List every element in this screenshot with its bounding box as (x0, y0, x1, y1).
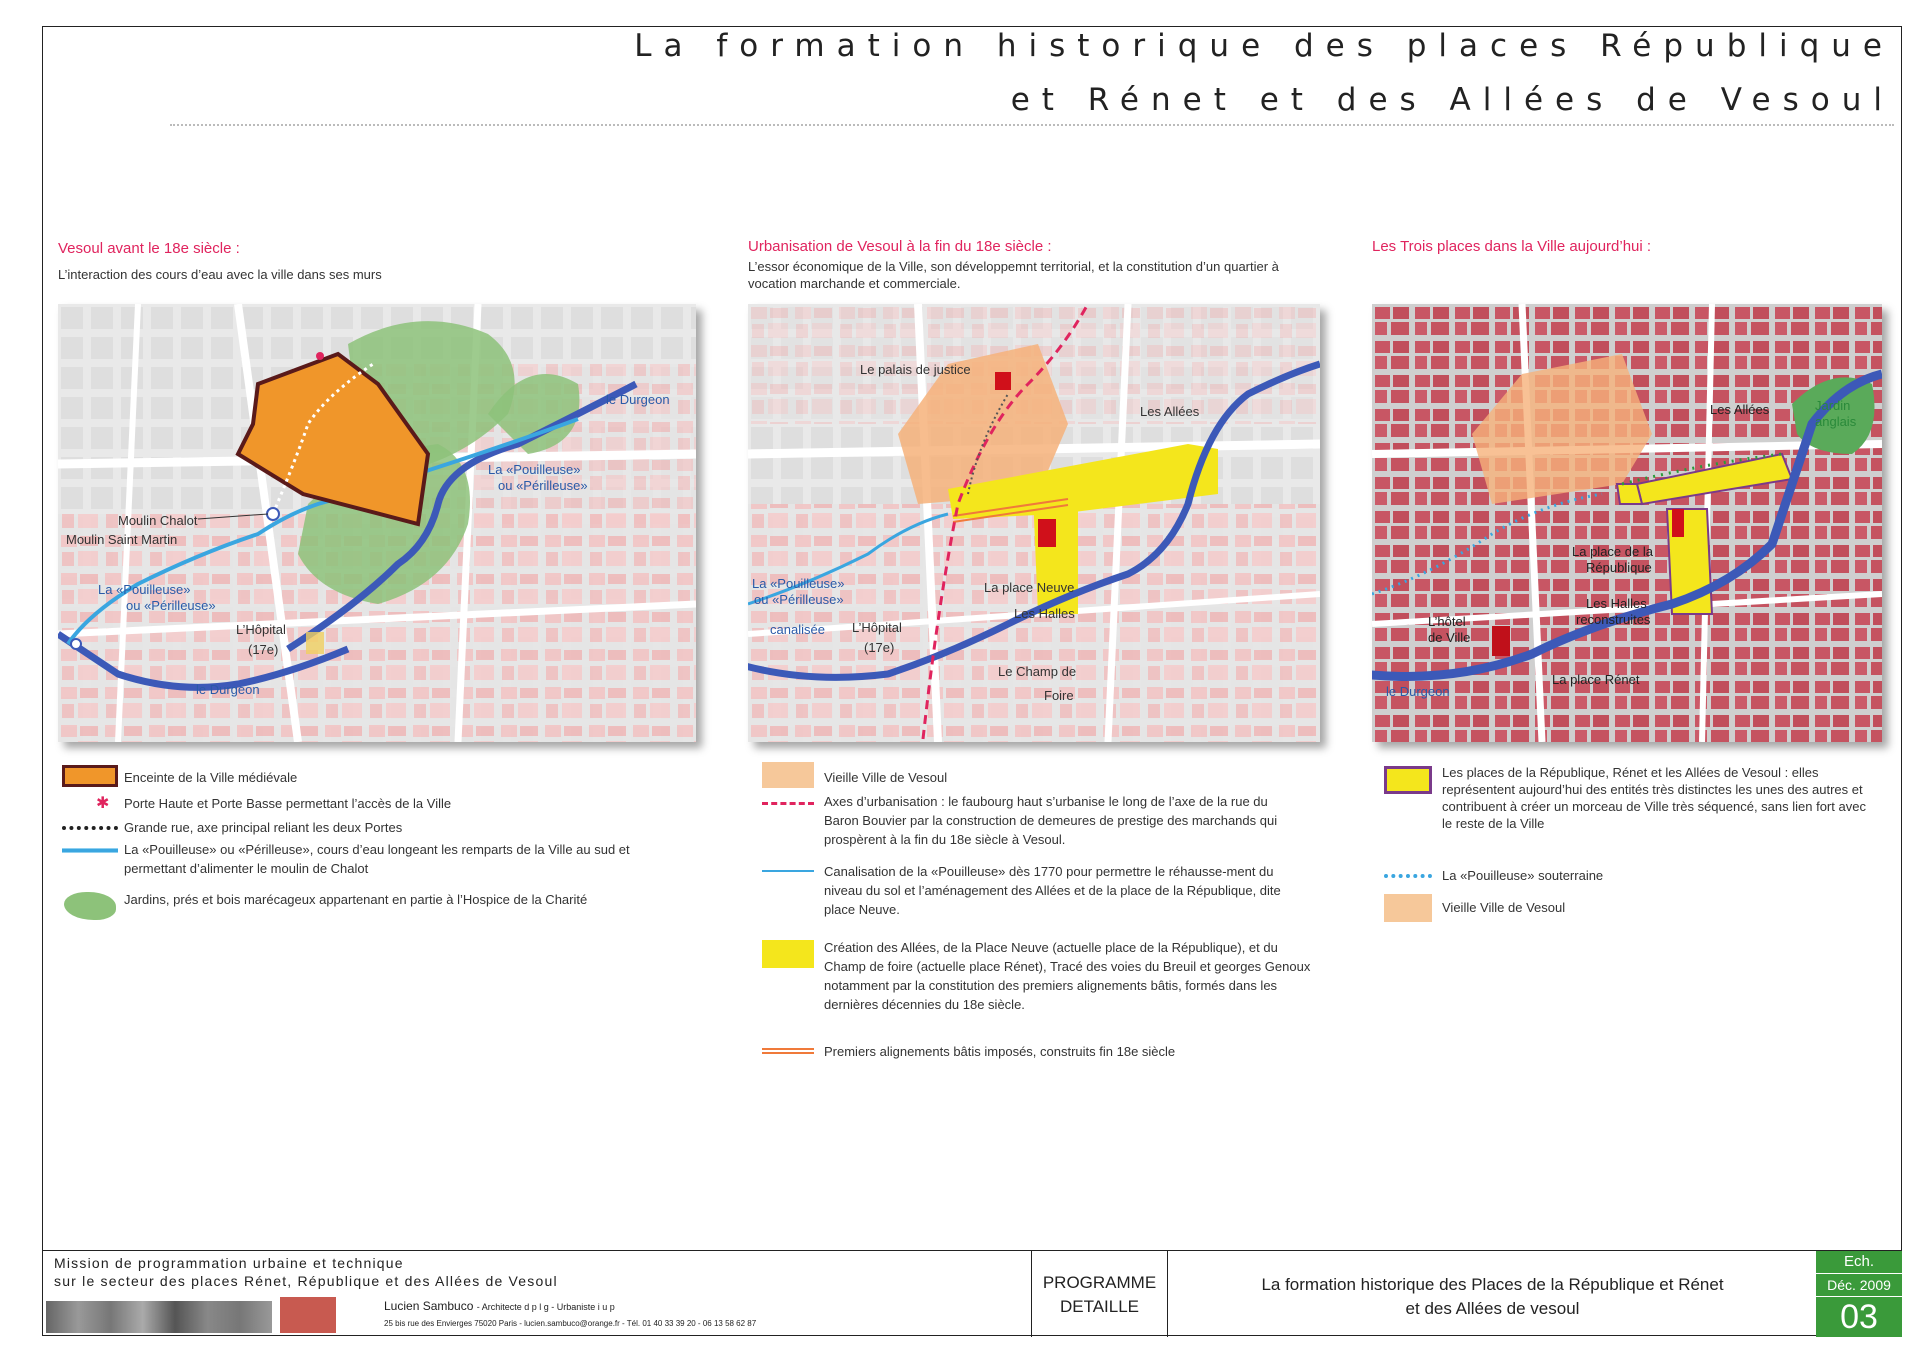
footer-number: 03 (1816, 1297, 1902, 1337)
footer-doc-title2: et des Allées de vesoul (1405, 1299, 1580, 1318)
label-allees3: Les Allées (1710, 402, 1770, 417)
label-place-renet: La place Rénet (1552, 672, 1640, 687)
label-hopital: L’Hôpital (236, 622, 286, 637)
footer-programme-cell (1032, 1251, 1168, 1337)
footer-author: Lucien Sambuco - Architecte d p l g - Urbaniste i u p (384, 1299, 615, 1313)
legend-panel2 (762, 762, 1322, 1062)
label-pouilleuse: La «Pouilleuse» (752, 576, 845, 591)
label-palais: Le palais de justice (860, 362, 971, 377)
label-foire: Foire (1044, 688, 1074, 703)
label-durgeon-top: le Durgeon (606, 392, 670, 407)
map-panel3 (1372, 304, 1882, 742)
legend1-item2: Porte Haute et Porte Basse permettant l’accès de la Ville (124, 796, 452, 811)
label-pouilleuse1: La «Pouilleuse» (98, 582, 191, 597)
label-hopital-date: (17e) (248, 642, 279, 657)
footer-ech: Ech. (1816, 1251, 1902, 1274)
legend-panel1 (62, 764, 702, 944)
footer-address: 25 bis rue des Envierges 75020 Paris - lucien.sambuco@orange.fr - Tél. 01 40 33 39 20 - 06 13 58 62 87 (384, 1319, 757, 1328)
label-hotel2: de Ville (1428, 630, 1471, 645)
legend3-item1: Les places de la République, Rénet et les Allées de Vesoul : elles représentent aujourd’hui des entités très distinctes les unes des autres et contribuent à créer un morceau de Ville très séquencé, sans lien fort avec le reste de la Ville (1442, 765, 1866, 831)
panel1-title: Vesoul avant le 18e siècle : (58, 240, 240, 257)
footer-photos (46, 1301, 272, 1333)
footer-mission2: sur le secteur des places Rénet, République et des Allées de Vesoul (54, 1273, 558, 1289)
legend1-item4: La «Pouilleuse» ou «Périlleuse», cours d’eau longeant les remparts de la Ville au sud et permettant d’alimenter le moulin de Chalot (124, 842, 630, 876)
footer-mission1: Mission de programmation urbaine et technique (54, 1255, 404, 1271)
legend1-item1: Enceinte de la Ville médiévale (124, 770, 298, 785)
label-halles1: Les Halles (1586, 596, 1647, 611)
label-jardin: Jardin (1815, 398, 1851, 413)
label-place-neuve: La place Neuve (984, 580, 1075, 595)
label-perilleuse1: ou «Périlleuse» (126, 598, 216, 613)
blue-dotted-line-icon (1384, 874, 1432, 878)
label-halles2: reconstruites (1576, 612, 1651, 627)
label-champ: Le Champ de (998, 664, 1077, 679)
label-hopital2-date: (17e) (864, 640, 895, 655)
legend2-item3: Canalisation de la «Pouilleuse» dès 1770 pour permettre le réhausse-ment du niveau du sol et l’aménagement des Allées et de la place de la République, dite place Neuve. (824, 864, 1281, 917)
green-blob-icon (64, 892, 116, 920)
label-pouilleuse2: La «Pouilleuse» (488, 462, 581, 477)
red-star-icon: ✱ (96, 795, 110, 812)
label-perilleuse2: ou «Périlleuse» (498, 478, 588, 493)
label-durgeon-bottom: le Durgeon (196, 682, 260, 697)
legend2-item4: Création des Allées, de la Place Neuve (actuelle place de la République), et du Champ de foire (actuelle place Rénet), Tracé des voies du Breuil et georges Genoux notamment par la constitution des premiers alignements bâtis, formés dans les dernières décennies du 18e siècle. (824, 940, 1311, 1012)
legend1-item5: Jardins, prés et bois marécageux appartenant en partie à l’Hospice de la Charité (124, 892, 588, 907)
title-divider (170, 124, 1894, 126)
peach-box-icon-2 (1384, 894, 1432, 922)
label-canalisee: canalisée (770, 622, 825, 637)
panel2-title: Urbanisation de Vesoul à la fin du 18e siècle : (748, 238, 1052, 255)
label-durgeon3: le Durgeon (1386, 684, 1450, 699)
label-moulin-st-martin: Moulin Saint Martin (66, 532, 178, 547)
yellow-purple-box-icon (1384, 766, 1432, 794)
footer-doc-title-cell (1168, 1251, 1818, 1337)
panel1-subtitle: L’interaction des cours d’eau avec la ville dans ses murs (58, 267, 382, 282)
legend-panel3 (1384, 764, 1884, 924)
label-anglais: anglais (1815, 414, 1857, 429)
footer (42, 1250, 1902, 1337)
legend3-item3: Vieille Ville de Vesoul (1442, 900, 1566, 915)
yellow-box-icon (762, 940, 814, 968)
label-halles: Les Halles (1014, 606, 1075, 621)
legend2-item5: Premiers alignements bâtis imposés, construits fin 18e siècle (824, 1044, 1176, 1059)
legend1-item3: Grande rue, axe principal reliant les deux Portes (124, 820, 403, 835)
footer-doc-title1: La formation historique des Places de la République et Rénet (1261, 1275, 1724, 1294)
footer-date: Déc. 2009 (1816, 1274, 1902, 1297)
label-hotel1: L’hôtel (1428, 614, 1466, 629)
legend2-item1: Vieille Ville de Vesoul (824, 770, 948, 785)
orange-double-line-icon (762, 1048, 814, 1054)
label-allees: Les Allées (1140, 404, 1200, 419)
label-place-rep1: La place de la (1572, 544, 1653, 559)
page-title-line1: La formation historique des places République (634, 28, 1894, 64)
footer-programme1: PROGRAMME (1042, 1273, 1157, 1292)
label-place-rep2: République (1586, 560, 1652, 575)
blue-river-icon (62, 848, 118, 853)
footer-programme2: DETAILLE (1059, 1297, 1140, 1316)
red-dashed-arrow-icon (762, 802, 814, 805)
legend3-item2: La «Pouilleuse» souterraine (1442, 868, 1604, 883)
peach-box-icon (762, 762, 814, 788)
label-hopital2: L’Hôpital (852, 620, 902, 635)
page-title-line2: et Rénet et des Allées de Vesoul (1010, 82, 1894, 118)
dotted-line-icon (62, 826, 118, 830)
panel2-subtitle: L’essor économique de la Ville, son développemnt territorial, et la constitution d’un quartier à vocation marchande et commerciale. (748, 259, 1279, 291)
map-panel2 (748, 304, 1320, 742)
map-panel1 (58, 304, 696, 742)
blue-river-icon-2 (762, 870, 814, 872)
panel3-title: Les Trois places dans la Ville aujourd’hui : (1372, 238, 1652, 255)
orange-box-icon (62, 765, 118, 787)
label-moulin-chalot: Moulin Chalot (118, 513, 198, 528)
label-perilleuse: ou «Périlleuse» (754, 592, 844, 607)
footer-photo-red (280, 1297, 336, 1333)
footer-mission-cell (42, 1251, 1032, 1337)
legend2-item2: Axes d’urbanisation : le faubourg haut s’urbanise le long de l’axe de la rue du Baron Bouvier par la construction de demeures de prestige des marchands qui prospèrent à la fin du 18e siècle à Vesoul. (824, 794, 1278, 847)
